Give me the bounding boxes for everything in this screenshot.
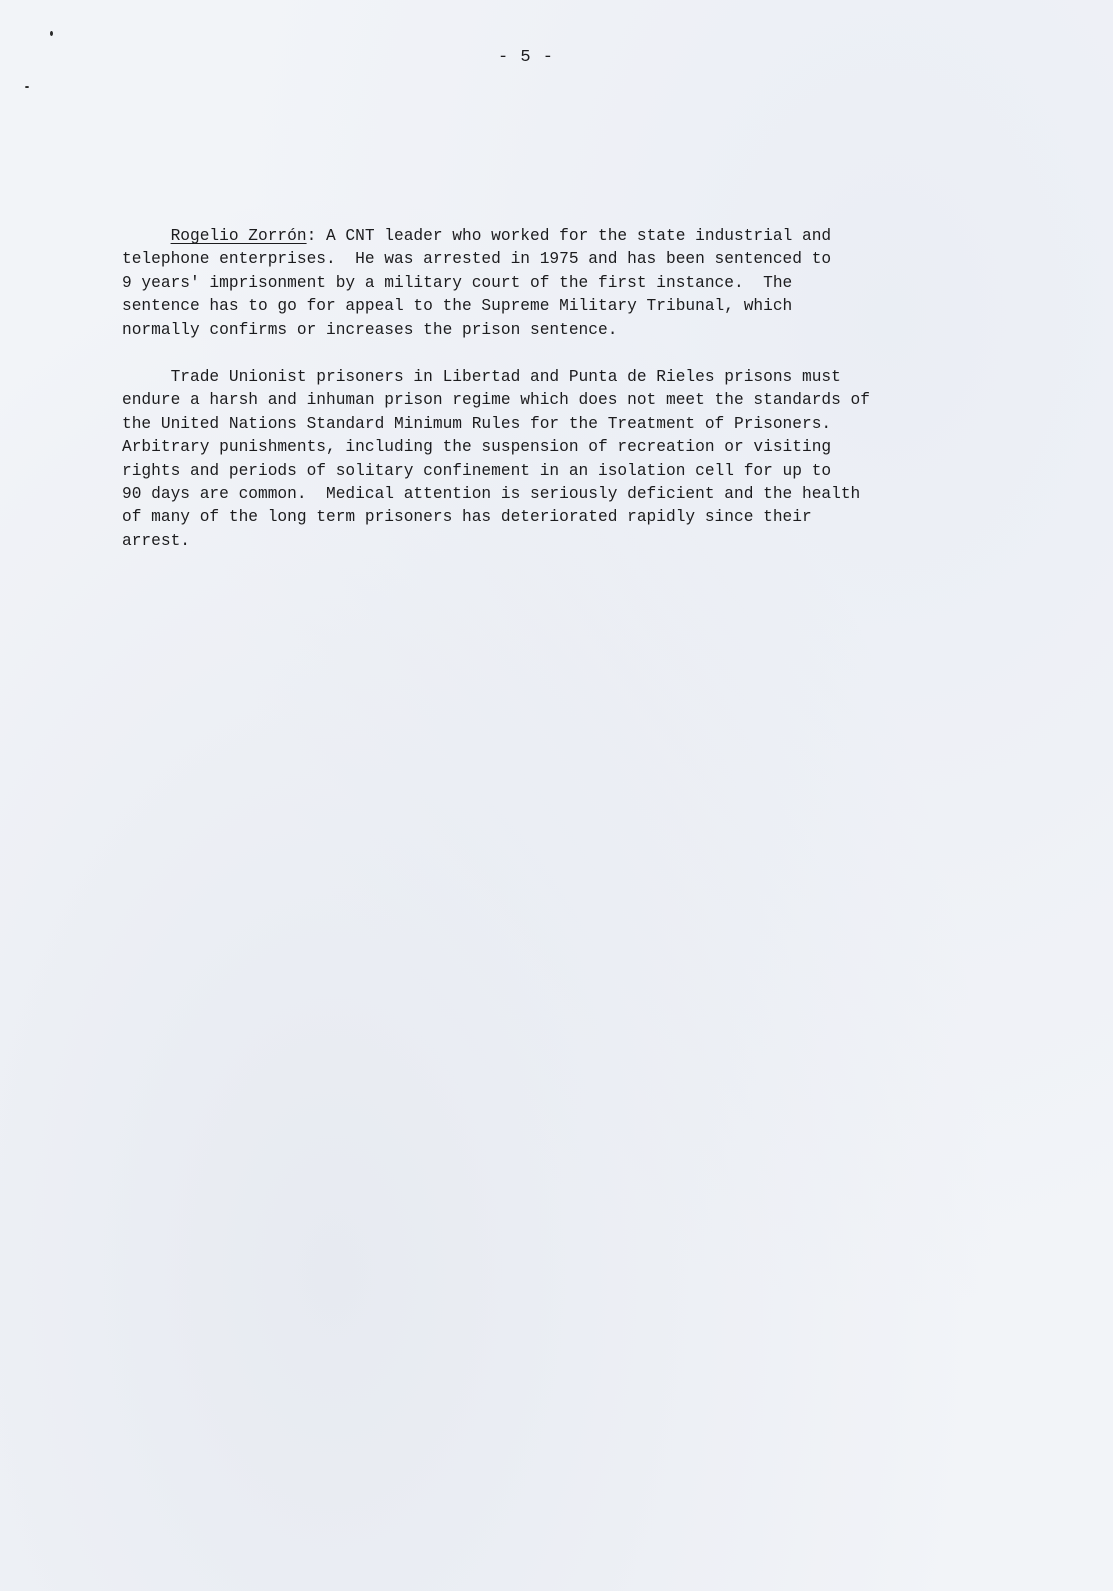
text-line: sentence has to go for appeal to the Supreme Military Tribunal, which bbox=[122, 297, 793, 316]
text-line: Trade Unionist prisoners in Libertad and Punta de Rieles prisons must bbox=[122, 368, 841, 386]
text-line: Arbitrary punishments, including the suspension of recreation or visiting bbox=[122, 438, 832, 457]
person-name: Rogelio Zorrón bbox=[170, 227, 307, 245]
ink-speck bbox=[50, 31, 53, 36]
text-line: endure a harsh and inhuman prison regime which does not meet the standards of bbox=[122, 391, 870, 410]
ink-speck bbox=[25, 86, 29, 88]
text-line: : A CNT leader who worked for the state industrial and bbox=[306, 227, 832, 245]
paragraph-prison-conditions bbox=[122, 366, 870, 553]
text-line: 90 days are common. Medical attention is seriously deficient and the health bbox=[122, 485, 861, 504]
text-line: normally confirms or increases the prison sentence. bbox=[122, 320, 618, 339]
text-line: arrest. bbox=[122, 531, 190, 550]
page-number: - 5 - bbox=[498, 48, 555, 67]
text-line: telephone enterprises. He was arrested in 1975 and has been sentenced to bbox=[122, 250, 832, 269]
text-line: rights and periods of solitary confinement in an isolation cell for up to bbox=[122, 461, 832, 480]
text-line: the United Nations Standard Minimum Rules for the Treatment of Prisoners. bbox=[122, 414, 832, 433]
paragraph-rogelio-zorron bbox=[122, 225, 831, 342]
text-line: 9 years' imprisonment by a military court of the first instance. The bbox=[122, 273, 793, 292]
text-line: of many of the long term prisoners has deteriorated rapidly since their bbox=[122, 508, 812, 527]
